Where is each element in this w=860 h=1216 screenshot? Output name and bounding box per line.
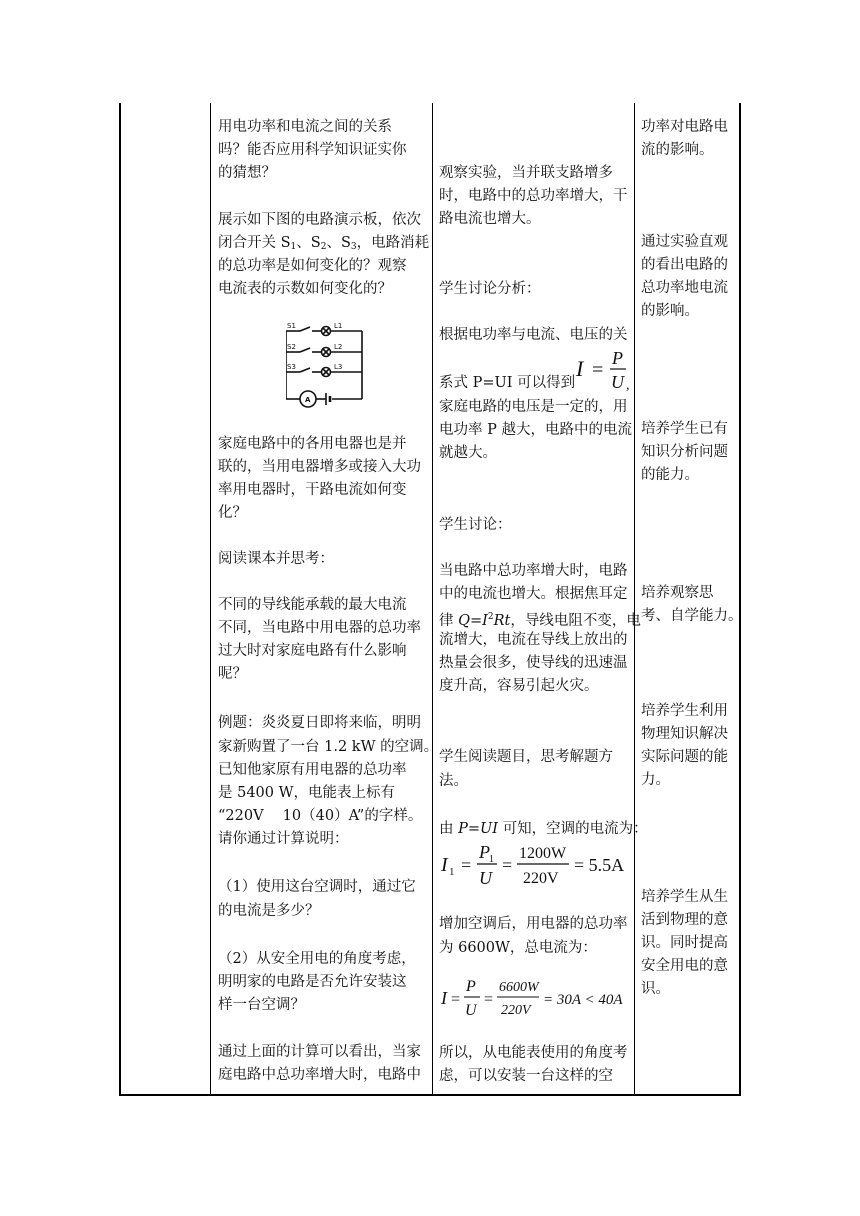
svg-text:=: = bbox=[461, 855, 472, 875]
text-line: 是 5400 W，电能表上标有 bbox=[218, 785, 396, 801]
text-line: 请你通过计算说明： bbox=[218, 831, 349, 847]
table-border-right bbox=[739, 103, 741, 1096]
text-line: 就越大。 bbox=[439, 445, 497, 461]
text-line: 培养观察思 bbox=[641, 585, 714, 601]
text-line: 通过实验直观 bbox=[641, 234, 728, 250]
text-line: 路电流也增大。 bbox=[439, 211, 541, 227]
ammeter-label: A bbox=[305, 396, 311, 404]
switch-label: S1 bbox=[287, 322, 296, 330]
formula-symbol: I bbox=[482, 612, 488, 629]
text-line: 的总功率是如何变化的？观察 bbox=[218, 258, 407, 274]
text-line: 为 6600W，总电流为： bbox=[439, 940, 597, 956]
lamp-label: L1 bbox=[334, 322, 343, 330]
text-line: 例题：炎炎夏日即将来临，明明 bbox=[218, 715, 421, 731]
text-line: 的猜想？ bbox=[218, 165, 276, 181]
text-line: 知识分析问题 bbox=[641, 444, 728, 460]
text-line: 流的影响。 bbox=[641, 142, 714, 158]
parallel-circuit-diagram bbox=[286, 321, 368, 409]
text-line: 安全用电的意 bbox=[641, 958, 728, 974]
text-line: 已知他家原有用电器的总功率 bbox=[218, 762, 407, 778]
text-line: 学生阅读题目，思考解题方 bbox=[439, 749, 613, 765]
text-line: 的影响。 bbox=[641, 303, 699, 319]
column-divider bbox=[432, 103, 433, 1096]
text-line: 系式 P=UI 可以得到 bbox=[439, 375, 576, 391]
formula-result: = 5.5A bbox=[574, 855, 625, 875]
lesson-table bbox=[119, 103, 741, 1096]
formula-i-equals-p-over-u bbox=[574, 345, 630, 393]
text-line: 增加空调后，用电器的总功率 bbox=[439, 916, 628, 932]
formula-symbol: P bbox=[479, 842, 490, 862]
formula-symbol: I bbox=[441, 854, 448, 876]
text-line: 庭电路中总功率增大时，电路中 bbox=[218, 1067, 421, 1083]
formula-total-current bbox=[441, 971, 631, 1023]
formula-result: = 30A < 40A bbox=[543, 992, 623, 1008]
text-line: 流增大，电流在导线上放出的 bbox=[439, 632, 628, 648]
formula-symbol: U bbox=[465, 1002, 477, 1019]
text-fragment: ，电路消耗 bbox=[356, 235, 430, 251]
text-line: 通过上面的计算可以看出，当家 bbox=[218, 1044, 421, 1060]
formula-value: 220V bbox=[523, 870, 559, 887]
text-fragment: 闭合开关 S bbox=[218, 235, 291, 251]
text-line: （2）从安全用电的角度考虑， bbox=[218, 951, 416, 967]
text-line: 中的电流也增大。根据焦耳定 bbox=[439, 586, 628, 602]
text-fragment: 律 bbox=[439, 612, 459, 629]
subscript: 1 bbox=[449, 866, 455, 878]
formula-symbol: I bbox=[576, 356, 584, 381]
svg-text:=: = bbox=[592, 359, 604, 381]
text-line: 家新购置了一台 1.2 kW 的空调。 bbox=[218, 739, 439, 755]
text-line: 虑，可以安装一台这样的空 bbox=[439, 1068, 613, 1084]
text-line: 观察实验，当并联支路增多 bbox=[439, 165, 613, 181]
text-line: （1）使用这台空调时，通过它 bbox=[218, 879, 416, 895]
text-line: 学生讨论分析： bbox=[439, 281, 541, 297]
lamp-label: L2 bbox=[334, 343, 343, 351]
svg-text:=: = bbox=[502, 855, 513, 875]
text-line: 联的，当用电器增多或接入大功 bbox=[218, 459, 421, 475]
formula-symbol: I bbox=[441, 988, 447, 1008]
text-line: 展示如下图的电路演示板，依次 bbox=[218, 212, 421, 228]
text-line: 培养学生利用 bbox=[641, 703, 728, 719]
text-line: 过大时对家庭电路有什么影响 bbox=[218, 643, 407, 659]
text-line: 化？ bbox=[218, 505, 247, 521]
formula-symbol: U bbox=[479, 868, 492, 888]
text-line: 所以，从电能表使用的角度考 bbox=[439, 1045, 628, 1061]
text-fragment: 可知，空调的电流为： bbox=[497, 821, 648, 837]
text-line: 热量会很多，使导线的迅速温 bbox=[439, 655, 628, 671]
text-line: 培养学生已有 bbox=[641, 421, 728, 437]
superscript: 2 bbox=[487, 612, 494, 622]
text-line: 度升高，容易引起火灾。 bbox=[439, 678, 599, 694]
text-line: 总功率地电流 bbox=[641, 280, 728, 296]
text-line: 识。同时提高 bbox=[641, 935, 728, 951]
text-line: 吗？能否应用科学知识证实你 bbox=[218, 142, 407, 158]
text-line: 力。 bbox=[641, 772, 670, 788]
text-line: 学生讨论： bbox=[439, 517, 512, 533]
text-fragment: = bbox=[470, 612, 483, 629]
text-line: 电功率 P 越大，电路中的电流 bbox=[439, 422, 632, 438]
text-fragment: ，导线电阻不变，电 bbox=[510, 612, 641, 629]
subscript: 1 bbox=[290, 242, 297, 252]
text-line: 用电功率和电流之间的关系 bbox=[218, 119, 392, 135]
text-line: 的能力。 bbox=[641, 467, 699, 483]
text-line: 法。 bbox=[439, 773, 468, 789]
text-line: 当电路中总功率增大时，电路 bbox=[439, 563, 628, 579]
text-line: 的电流是多少？ bbox=[218, 903, 320, 919]
text-line: 活到物理的意 bbox=[641, 912, 728, 928]
formula-symbol: P=UI bbox=[458, 821, 498, 837]
subscript: 3 bbox=[350, 242, 357, 252]
text-line: “220V 10（40）A”的字样。 bbox=[218, 808, 423, 824]
formula-symbol: Rt bbox=[493, 612, 511, 629]
text-line: 率用电器时，干路电流如何变 bbox=[218, 482, 407, 498]
formula-value: 1200W bbox=[519, 845, 567, 862]
text-line: 样一台空调？ bbox=[218, 997, 305, 1013]
text-line: 考、自学能力。 bbox=[641, 608, 743, 624]
text-fragment: 、S bbox=[326, 235, 351, 251]
text-line: 识。 bbox=[641, 981, 670, 997]
subscript: 1 bbox=[489, 854, 494, 865]
formula-symbol: P bbox=[612, 348, 623, 368]
text-fragment: 、S bbox=[296, 235, 321, 251]
text-line: 物理知识解决 bbox=[641, 726, 728, 742]
text-line: 根据电功率与电流、电压的关 bbox=[439, 327, 628, 343]
switch-label: S3 bbox=[287, 363, 296, 371]
text-line: 功率对电路电 bbox=[641, 119, 728, 135]
switch-label: S2 bbox=[287, 343, 296, 351]
formula-symbol: U bbox=[611, 372, 624, 392]
table-border-left bbox=[119, 103, 121, 1096]
text-line: 实际问题的能 bbox=[641, 749, 728, 765]
text-line: 明明家的电路是否允许安装这 bbox=[218, 974, 407, 990]
svg-text:,: , bbox=[626, 378, 630, 393]
formula-air-conditioner-current bbox=[441, 838, 631, 890]
formula-symbol: Q bbox=[458, 612, 470, 629]
text-fragment: 由 bbox=[439, 821, 459, 837]
text-line: 家庭电路的电压是一定的，用 bbox=[439, 399, 628, 415]
column-divider bbox=[634, 103, 635, 1096]
lamp-label: L3 bbox=[334, 363, 343, 371]
text-line: 的看出电路的 bbox=[641, 257, 728, 273]
text-line: 不同的导线能承载的最大电流 bbox=[218, 597, 407, 613]
formula-value: 6600W bbox=[499, 980, 539, 995]
text-line: 阅读课本并思考： bbox=[218, 551, 334, 567]
text-line: 不同，当电路中用电器的总功率 bbox=[218, 620, 421, 636]
text-line: 电流表的示数如何变化的？ bbox=[218, 281, 392, 297]
column-divider bbox=[210, 103, 211, 1096]
text-line: 呢？ bbox=[218, 666, 247, 682]
svg-text:=: = bbox=[451, 991, 461, 1008]
formula-symbol: P bbox=[466, 978, 476, 995]
text-line: 时，电路中的总功率增大，干 bbox=[439, 188, 628, 204]
text-line: 家庭电路中的各用电器也是并 bbox=[218, 436, 407, 452]
subscript: 2 bbox=[320, 242, 327, 252]
formula-value: 220V bbox=[501, 1003, 531, 1018]
table-border-bottom bbox=[119, 1094, 741, 1096]
svg-text:=: = bbox=[484, 991, 494, 1008]
text-line: 培养学生从生 bbox=[641, 889, 728, 905]
